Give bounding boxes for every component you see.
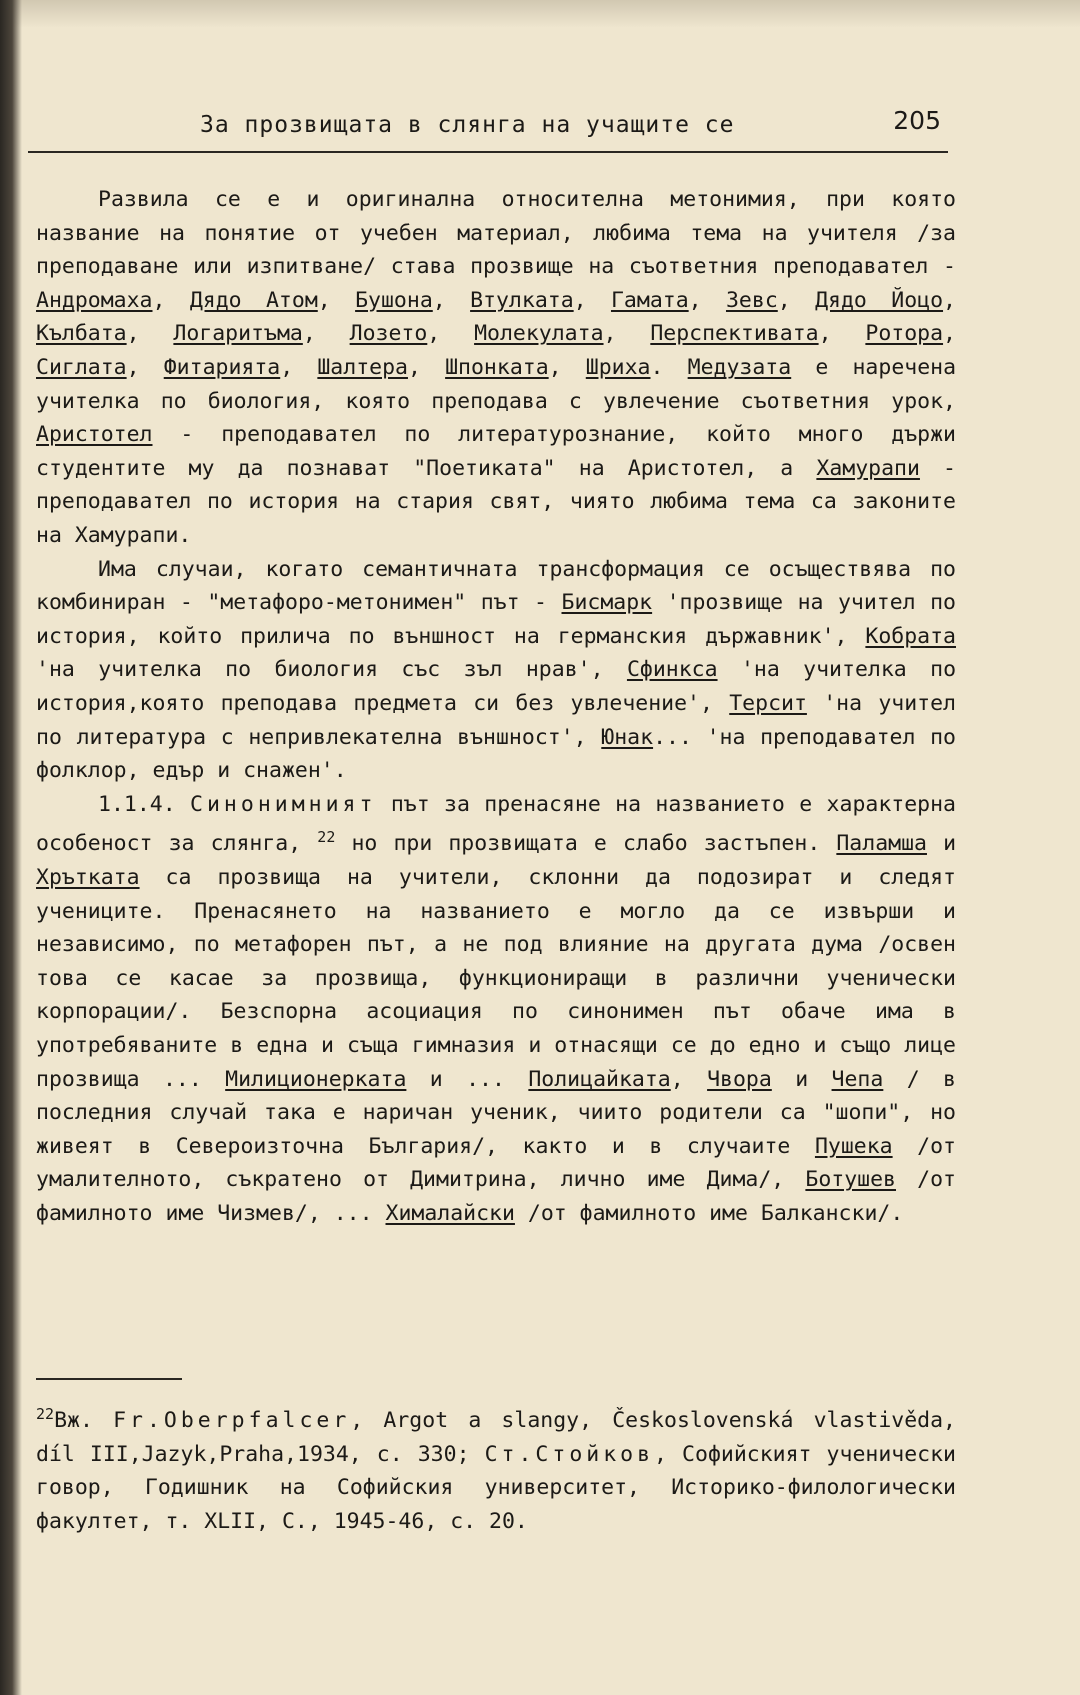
underlined-nickname: Лозето: [349, 321, 428, 347]
paragraph: [36, 788, 956, 1231]
text-run: / в последния случай така е наричан ученик, чиито родители са "шопи", но живеят в Североизточна България/, както и в случаите: [36, 1066, 956, 1159]
underlined-nickname: Юнак: [601, 724, 654, 750]
text-run: ,: [943, 287, 956, 313]
text-run: ,: [943, 321, 956, 347]
text-run: ,: [603, 321, 651, 347]
footnote-rule: [36, 1378, 182, 1380]
text-run: и: [771, 1066, 832, 1092]
text-run: ,: [280, 354, 318, 380]
underlined-nickname: Шпонката: [445, 354, 549, 380]
header-rule: [28, 151, 948, 153]
text-run: ,: [573, 287, 611, 313]
text-run: и: [926, 831, 957, 857]
underlined-nickname: Молекулата: [474, 321, 604, 347]
underlined-nickname: Бисмарк: [561, 590, 653, 616]
footnote-reference: 22: [317, 828, 336, 847]
text-run: и ...: [406, 1066, 529, 1092]
text-run: 'на учителка по биология със зъл нрав',: [36, 657, 627, 683]
underlined-nickname: Паламша: [836, 831, 927, 857]
underlined-nickname: Милиционерката: [225, 1066, 407, 1092]
text-run: 'на учител по литература с непривлекателна външност',: [36, 690, 957, 750]
underlined-nickname: Логаритъма: [173, 321, 303, 347]
underlined-nickname: Гамата: [610, 287, 689, 313]
spaced-term: Синонимният: [190, 791, 377, 817]
underlined-nickname: Сиглата: [36, 354, 127, 380]
text-run: /от умалителното, съкратено от Димитрина, лично име Дима/,: [36, 1133, 956, 1193]
text-run: 'прозвище на учител по история, който прилича по външност на германския държавник',: [36, 590, 957, 649]
text-run: Вж.: [54, 1408, 114, 1434]
text-run: ,: [407, 354, 446, 380]
text-run: , Софийският ученически говор, Годишник на Софийския университет, Историко-филологически факултет, т. XLII, С., 1945-46, с. 20.: [36, 1441, 957, 1534]
underlined-nickname: Зевс: [725, 287, 778, 313]
text-run: /от фамилното име Чизмев/, ...: [36, 1167, 956, 1226]
text-run: , Argot a slangy, Československá vlastivěda, díl III,Jazyk,Praha,1934, с. 330;: [36, 1408, 956, 1467]
text-run: .: [650, 354, 688, 380]
spaced-term: Fr.Oberpfalcer: [113, 1408, 351, 1434]
text-run: ,: [126, 354, 164, 380]
underlined-nickname: Хрътката: [36, 865, 140, 891]
underlined-nickname: Фитарията: [163, 354, 281, 380]
footnote-reference: 22: [36, 1405, 55, 1423]
text-run: ,: [548, 354, 586, 380]
text-run: - преподавател по история на стария свят, чиято любима тема са законите на Хамурапи.: [36, 455, 956, 548]
underlined-nickname: Кълбата: [36, 321, 127, 347]
text-run: ,: [302, 321, 350, 347]
text-run: /от фамилното име Балкански/.: [514, 1200, 904, 1226]
text-run: ,: [670, 1066, 708, 1092]
footnote: [36, 1398, 956, 1539]
running-title: За прозвищата в слянга на учащите се: [200, 112, 735, 138]
underlined-nickname: Хамурапи: [816, 455, 920, 481]
spaced-term: Ст.Стойков: [484, 1441, 655, 1467]
text-run: ,: [818, 321, 866, 347]
underlined-nickname: Дядо Атом: [189, 287, 318, 313]
underlined-nickname: Хималайски: [385, 1200, 515, 1226]
text-run: ... 'на преподавател по фолклор, едър и снажен'.: [36, 724, 956, 784]
underlined-nickname: Андромаха: [36, 287, 153, 313]
text-run: Има случаи, когато семантичната трансформация се осъществява по комбиниран - "метафоро-метонимен" път -: [36, 556, 956, 616]
underlined-nickname: Чепа: [831, 1066, 884, 1092]
underlined-nickname: Ботушев: [805, 1167, 896, 1193]
text-run: Развила се е и оригинална относителна метонимия, при която название на понятие от учебен материал, любима тема на учителя /за преподаване или изпитване/ става прозвище на съответния преподавател -: [36, 187, 956, 280]
underlined-nickname: Ротора: [865, 321, 944, 347]
text-run: е наречена учителка по биология, която преподава с увлечение съответния урок,: [36, 354, 957, 414]
text-run: но при прозвищата е слабо застъпен.: [335, 831, 837, 857]
text-run: път за пренасяне на названието е характерна особеност за слянга,: [36, 791, 956, 857]
text-run: ,: [152, 287, 190, 313]
text-run: ,: [688, 287, 726, 313]
underlined-nickname: Сфинкса: [626, 657, 718, 683]
underlined-nickname: Перспективата: [650, 321, 819, 347]
paragraph: [36, 553, 956, 788]
underlined-nickname: Втулката: [470, 287, 574, 313]
underlined-nickname: Шалтера: [317, 354, 408, 380]
page-header: [200, 106, 945, 146]
underlined-nickname: Бушона: [355, 287, 433, 313]
body-text: [36, 183, 956, 1231]
text-run: ,: [317, 287, 356, 313]
underlined-nickname: Терсит: [729, 690, 807, 716]
underlined-nickname: Кобрата: [865, 623, 956, 649]
underlined-nickname: Медузата: [687, 354, 792, 380]
text-run: 1.1.4.: [98, 791, 191, 817]
book-spine-shadow: [0, 0, 22, 1695]
underlined-nickname: Аристотел: [36, 422, 153, 448]
paragraph: [36, 183, 956, 553]
text-run: ,: [777, 287, 816, 313]
text-run: ,: [427, 321, 475, 347]
underlined-nickname: Дядо Йоцо: [815, 287, 944, 313]
text-run: 'на учителка по история,която преподава предмета си без увлечение',: [36, 657, 957, 716]
underlined-nickname: Чвора: [707, 1066, 772, 1092]
text-run: ,: [432, 287, 471, 313]
underlined-nickname: Шриха: [585, 354, 651, 380]
text-run: ,: [126, 321, 174, 347]
text-run: - преподавател по литературознание, който много държи студентите му да познават "Поетиката" на Аристотел, а: [36, 422, 956, 481]
page-top-shading: [0, 0, 1080, 28]
underlined-nickname: Полицайката: [528, 1066, 671, 1092]
page-number: 205: [893, 106, 941, 135]
text-run: са прозвища на учители, склонни да подозират и следят учениците. Пренасянето на названието е могло да се извърши и независимо, по метафорен път, а не под влияние на другата дума /освен това се касае за прозвища, функциониращи в различни ученически корпорации/. Безспорна асоциация по синонимен път обаче има в употребяваните в една и съща гимназия и отнасящи се до едно и също лице прозвища ...: [36, 865, 956, 1092]
underlined-nickname: Пушека: [814, 1133, 893, 1159]
